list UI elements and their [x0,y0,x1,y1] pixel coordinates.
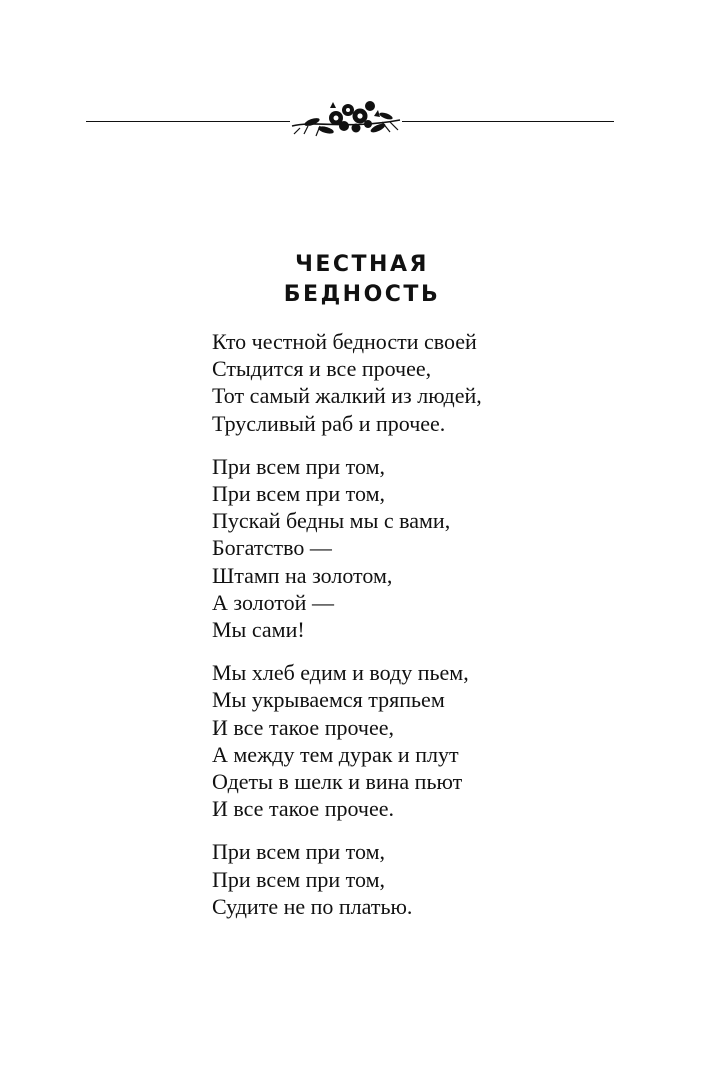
poem-line: А золотой — [212,589,334,615]
header-ornament [86,96,614,146]
stanza-3 [212,659,692,822]
poem-line: Мы укрываемся тряпьем [212,687,445,713]
stanza-2 [212,453,692,643]
poem-line: Одеты в шелк и вина пьют [212,769,463,795]
stanza-4 [212,838,692,920]
poem-line: При всем при том, [212,481,386,507]
poem-line: И все такое прочее, [212,714,394,740]
poem-line: При всем при том, [212,866,386,892]
poem-line: А между тем дурак и плут [212,741,459,767]
poem-line: Штамп на золотом, [212,562,393,588]
poem-line: При всем при том, [212,453,386,479]
ornament-rule-left [86,121,290,122]
poem-line: Мы хлеб едим и воду пьем, [212,660,469,686]
poem-line: Мы сами! [212,617,305,643]
poem-title-line-2: БЕДНОСТЬ [283,282,441,307]
poem-line: Пускай бедны мы с вами, [212,508,451,534]
stanza-1 [212,328,692,437]
poem-line: Тот самый жалкий из людей, [212,383,482,409]
poem-line: При всем при том, [212,839,386,865]
poem-line: И все такое прочее. [212,796,394,822]
poem-line: Кто честной бедности своей [212,329,477,354]
poem-line: Судите не по платью. [212,893,413,919]
poem-title-line-1: ЧЕСТНАЯ [295,252,429,277]
poem-line: Трусливый раб и прочее. [212,410,446,436]
floral-ornament-icon [286,96,406,146]
poem-title [0,250,724,310]
poem-line: Богатство — [212,535,332,561]
ornament-rule-right [402,121,614,122]
poem-body [212,328,692,936]
poem-line: Стыдится и все прочее, [212,356,432,382]
